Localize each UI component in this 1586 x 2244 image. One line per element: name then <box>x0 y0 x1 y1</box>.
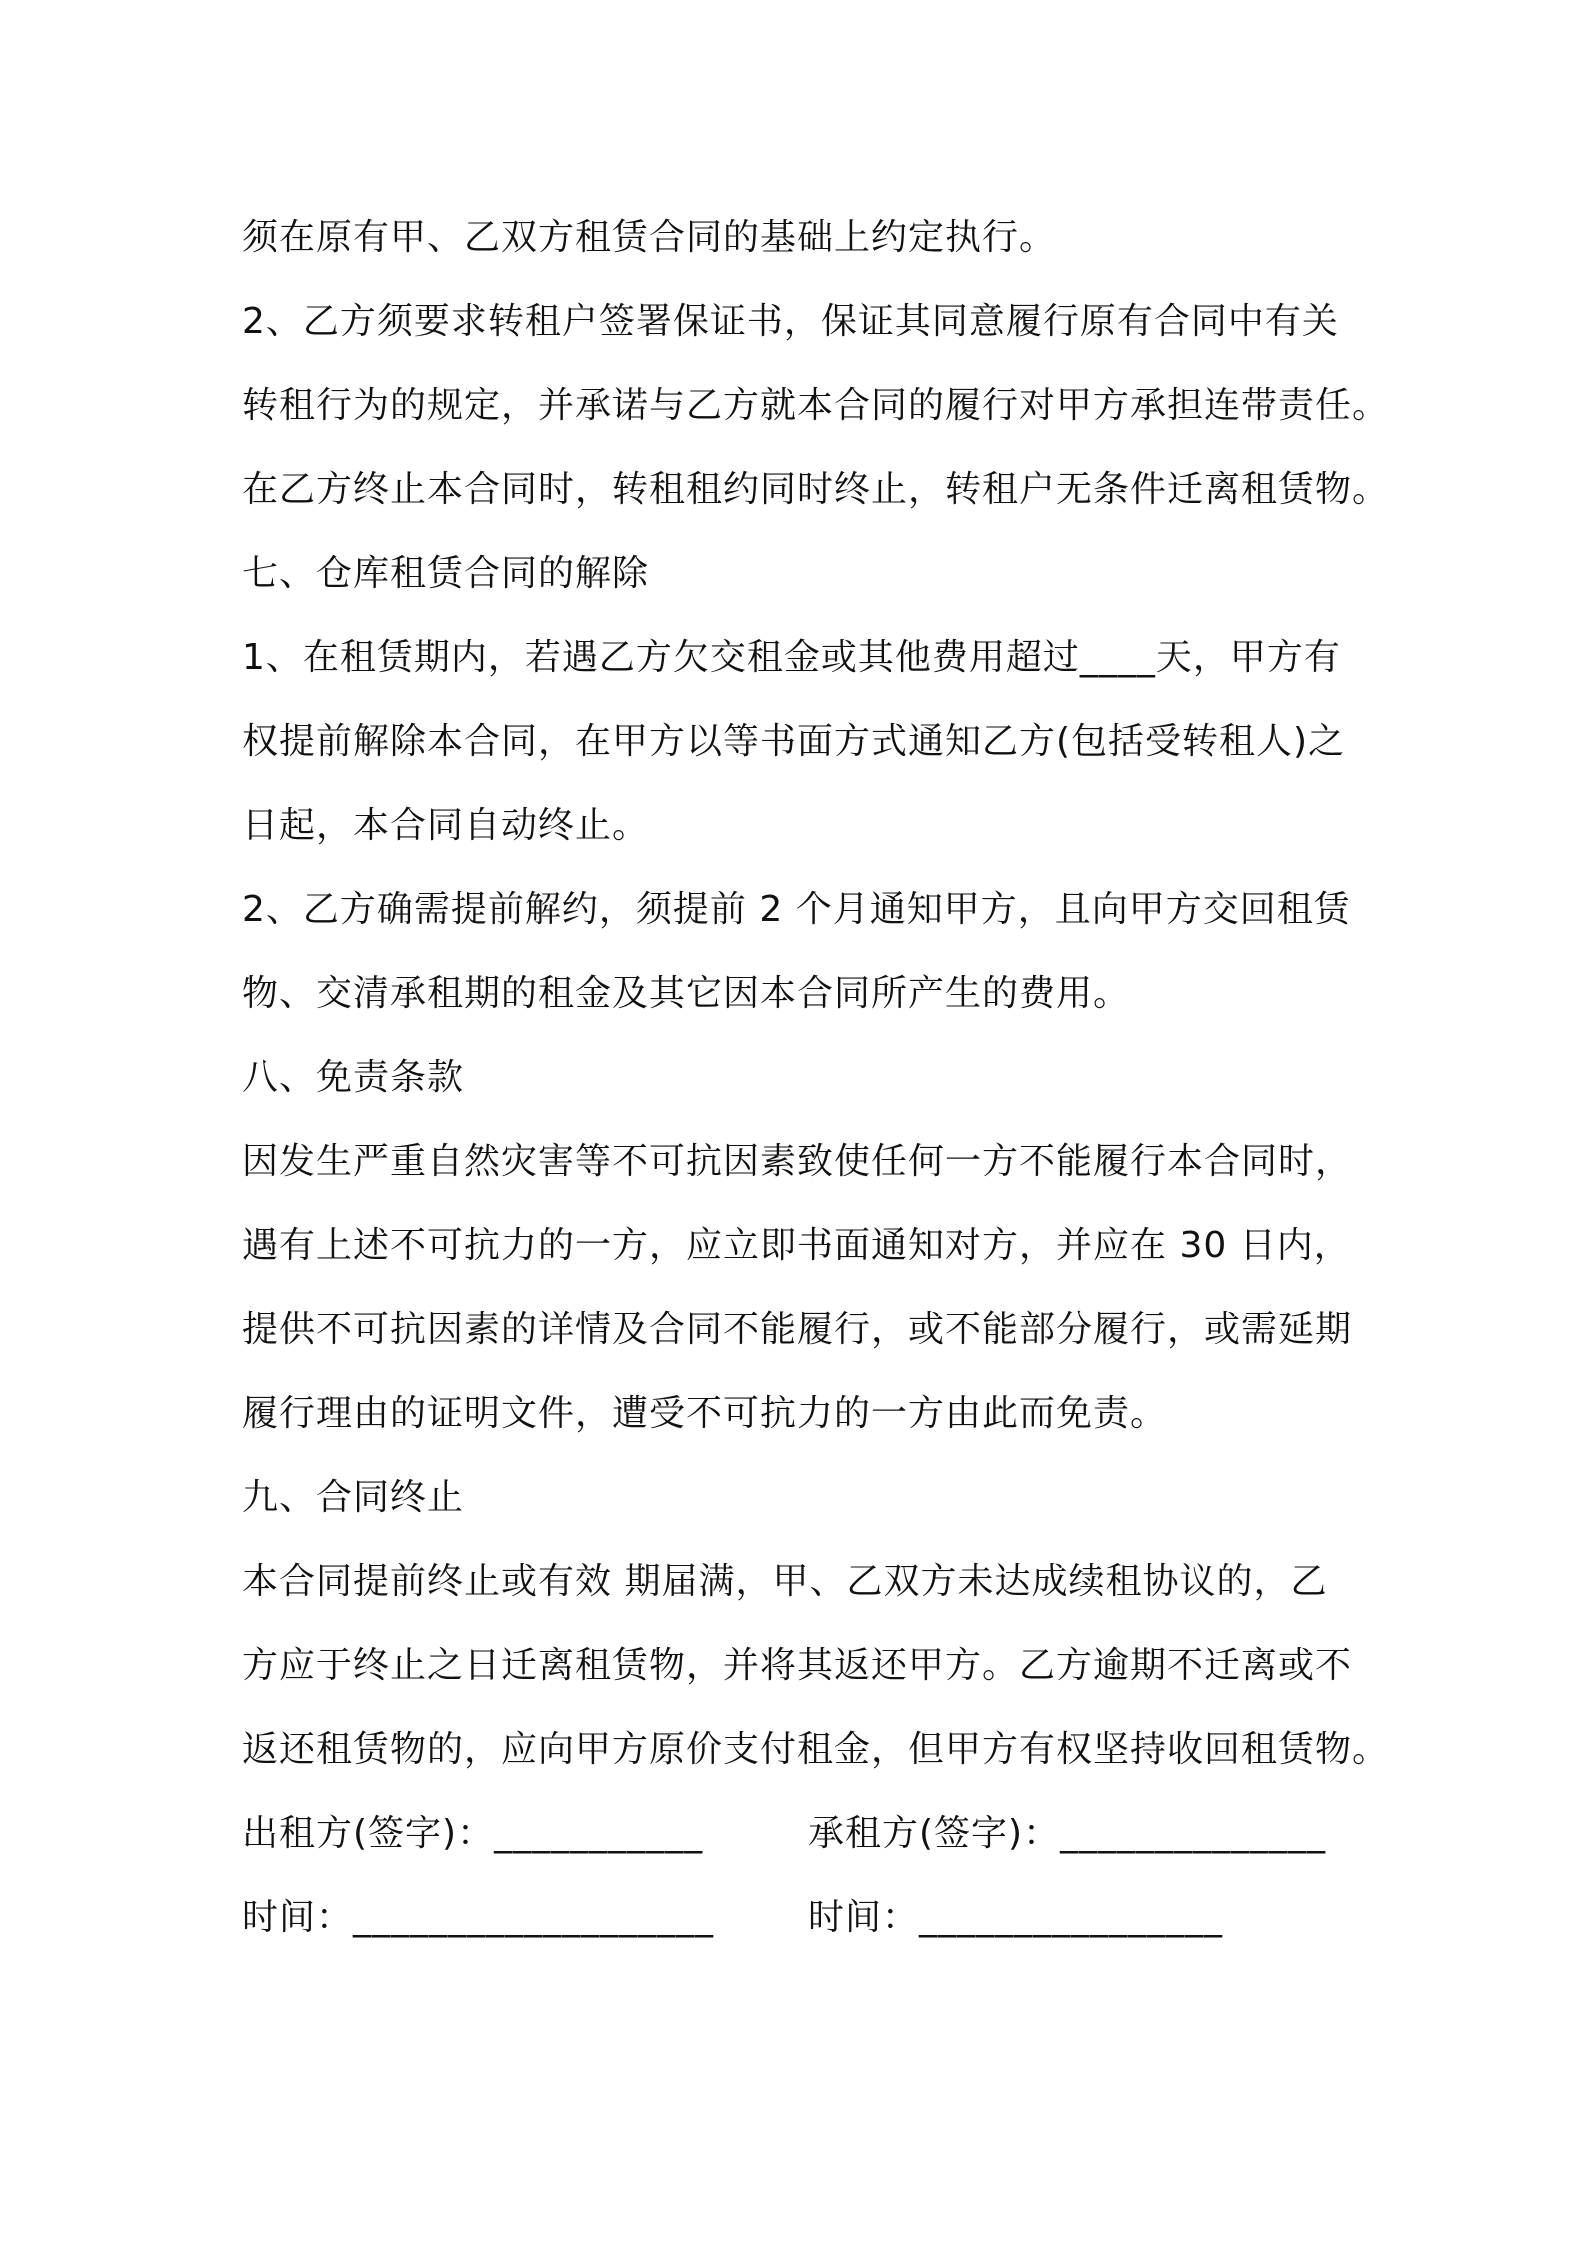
body-line: 权提前解除本合同，在甲方以等书面方式通知乙方(包括受转租人)之 <box>242 721 1346 762</box>
clause-text: 2、乙方须要求转租户签署保证书，保证其同意履行原有合同中有关 <box>242 301 1339 342</box>
body-line: 物、交清承租期的租金及其它因本合同所产生的费用。 <box>242 973 1131 1014</box>
body-line: 提供不可抗因素的详情及合同不能履行，或不能部分履行，或需延期 <box>242 1309 1353 1350</box>
date-row <box>242 1876 1372 1960</box>
body-line: 方应于终止之日迁离租赁物，并将其返还甲方。乙方逾期不迁离或不 <box>242 1645 1353 1686</box>
body-line: 遇有上述不可抗力的一方，应立即书面通知对方，并应在 30 日内， <box>242 1225 1351 1266</box>
clause-text: 2、乙方确需提前解约，须提前 2 个月通知甲方，且向甲方交回租赁 <box>242 889 1351 930</box>
body-line: 转租行为的规定，并承诺与乙方就本合同的履行对甲方承担连带责任。 <box>242 385 1390 426</box>
body-line: 履行理由的证明文件，遭受不可抗力的一方由此而免责。 <box>242 1393 1168 1434</box>
signature-row <box>242 1792 1372 1876</box>
body-line: 返还租赁物的，应向甲方原价支付租金，但甲方有权坚持收回租赁物。 <box>242 1729 1390 1770</box>
clause-text: 1、在租赁期内，若遇乙方欠交租金或其他费用超过____天，甲方有 <box>242 637 1341 678</box>
lessee-signature-field: 承租方(签字)：______________ <box>808 1813 1327 1854</box>
section-heading-contract-end: 九、合同终止 <box>242 1477 465 1518</box>
lessee-date-field: 时间：________________ <box>808 1897 1224 1938</box>
body-line: 在乙方终止本合同时，转租租约同时终止，转租户无条件迁离租赁物。 <box>242 469 1390 510</box>
document-body <box>242 196 1390 1960</box>
body-line: 本合同提前终止或有效 期届满，甲、乙双方未达成续租协议的，乙 <box>242 1561 1328 1602</box>
section-heading-termination: 七、仓库租赁合同的解除 <box>242 553 650 594</box>
section-heading-exemption: 八、免责条款 <box>242 1057 465 1098</box>
body-line: 须在原有甲、乙双方租赁合同的基础上约定执行。 <box>242 217 1057 258</box>
lessor-signature-field: 出租方(签字)：___________ <box>242 1813 704 1854</box>
lessor-date-field: 时间：___________________ <box>242 1897 715 1938</box>
body-line: 因发生严重自然灾害等不可抗因素致使任何一方不能履行本合同时， <box>242 1141 1353 1182</box>
body-line: 日起，本合同自动终止。 <box>242 805 650 846</box>
